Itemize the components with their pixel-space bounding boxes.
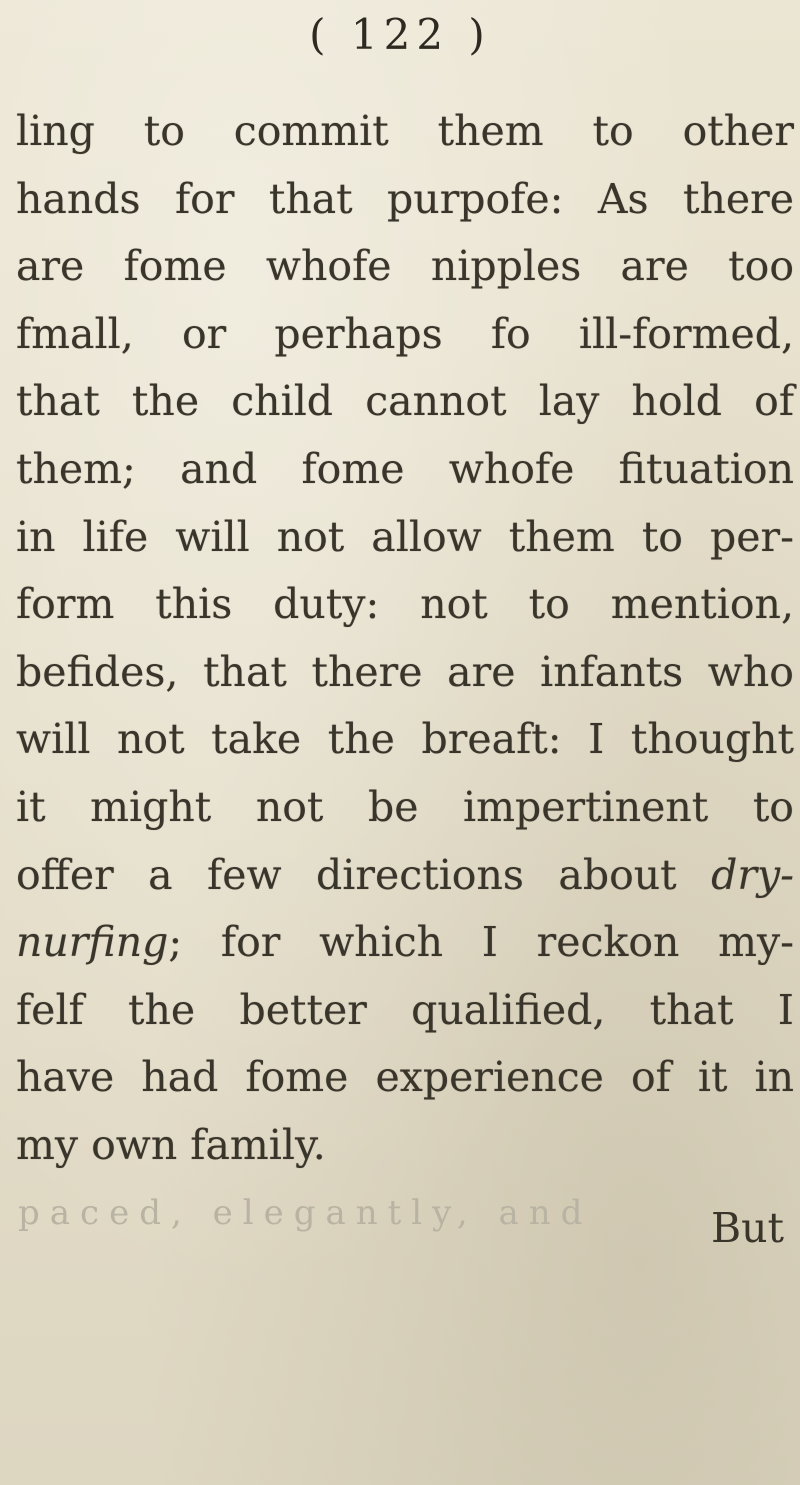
text-line: that the child cannot lay hold of: [16, 377, 794, 426]
italic-word: nurfing: [16, 918, 169, 967]
text-line: befides, that there are infants who: [16, 647, 794, 696]
bleed-through-text: paced, elegantly, and: [18, 1192, 593, 1233]
text-line: [0, 842, 800, 910]
text-line: ling to commit them to other: [16, 107, 794, 155]
page-number: ( 122 ): [309, 10, 491, 59]
text-segment: offer a few directions about: [16, 850, 712, 899]
text-line: hands for that purpofe: As there: [16, 174, 794, 223]
italic-word: dry-: [711, 850, 794, 899]
text-line: in life will not allow them to per-: [16, 512, 794, 561]
text-line: my own family.: [16, 1120, 326, 1169]
body-text: [0, 98, 800, 1247]
text-line: will not take the breaft: I thought: [16, 715, 794, 764]
text-segment: ; for which I reckon my-: [168, 918, 794, 967]
text-line: felf the better qualified, that I: [16, 985, 794, 1034]
catchword: But: [710, 1204, 784, 1252]
text-line: are fome whofe nipples are too: [16, 242, 794, 291]
text-line: have had fome experience of it in: [16, 1053, 794, 1102]
text-line: it might not be impertinent to: [16, 782, 794, 831]
text-line: them; and fome whofe fituation: [16, 444, 794, 493]
text-line: form this duty: not to mention,: [16, 580, 794, 629]
text-line: fmall, or perhaps fo ill-formed,: [16, 309, 794, 358]
text-line: [0, 909, 800, 977]
